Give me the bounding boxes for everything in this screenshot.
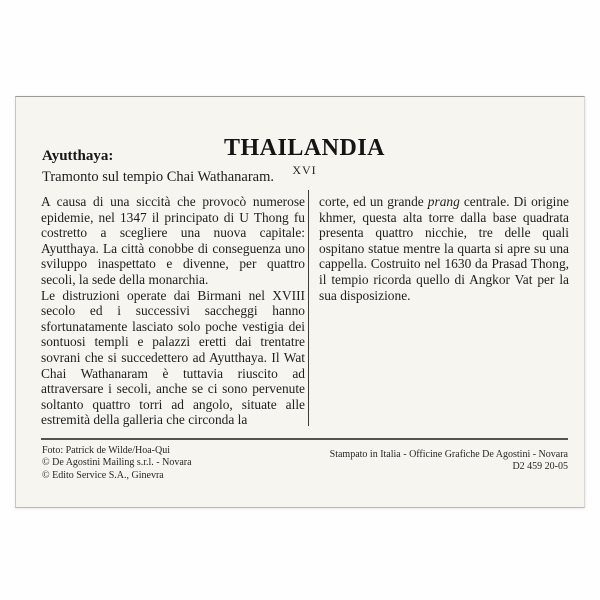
photo-credit: Foto: Patrick de Wilde/Hoa-Qui xyxy=(42,445,171,456)
footer-rule xyxy=(41,438,568,440)
publisher-credit-1: © De Agostini Mailing s.r.l. - Novara xyxy=(42,457,192,469)
body-paragraph-2: Le distruzioni operate dai Birmani nel XVIII secolo ed i successivi saccheggi hanno sfortunatamente lasciato solo poche vestigia dei sontuosi templi e palazzi eretti dai trentatre sovrani che si succedettero ad Ayutthaya. Il Wat Chai Wathanaram è tuttavia riuscito ad attraversare i secoli, anche se ci sono pervenute soltanto quattro torri ad angolo, situate alle estremità della galleria che circonda la xyxy=(41,287,305,428)
catalog-number: D2 459 20-05 xyxy=(512,460,568,472)
printing-info: Stampato in Italia - Officine Grafiche De Agostini - Novara xyxy=(329,449,568,460)
body-paragraph-1: A causa di una siccità che provocò numerose epidemie, nel 1347 il principato di U Thong fu costretto a scegliere una nuova capitale: Ayutthaya. La città conobbe di conseguenza uno sviluppo inaspettato e divenne, per quattro secoli, la sede della monarchia. xyxy=(41,194,305,287)
printing-block xyxy=(248,449,568,473)
publisher-credit-2: © Edito Service S.A., Ginevra xyxy=(42,469,164,481)
body-column-left xyxy=(41,194,305,428)
card-title: THAILANDIA xyxy=(223,135,386,161)
postcard-back xyxy=(15,96,585,508)
body-column-right xyxy=(319,194,569,303)
italic-term-prang: prang xyxy=(427,194,460,209)
body-paragraph-3-pre: corte, ed un grande xyxy=(319,194,428,209)
plate-number: XVI xyxy=(292,163,317,177)
subject-heading: Ayutthaya: xyxy=(42,148,114,164)
column-divider xyxy=(308,190,309,426)
body-paragraph-3-post: centrale. Di origine khmer, questa alta torre dalla base quadrata presenta quattro nicchie, tre delle quali ospitano statue mentre la quarta si apre su una cappella. Costruito nel 1630 da Prasad Thong, il tempio ricorda quello di Angkor Vat per la sua disposizione. xyxy=(319,194,569,303)
subject-caption: Tramonto sul tempio Chai Wathanaram. xyxy=(42,169,275,185)
body-paragraph-3 xyxy=(319,194,569,303)
